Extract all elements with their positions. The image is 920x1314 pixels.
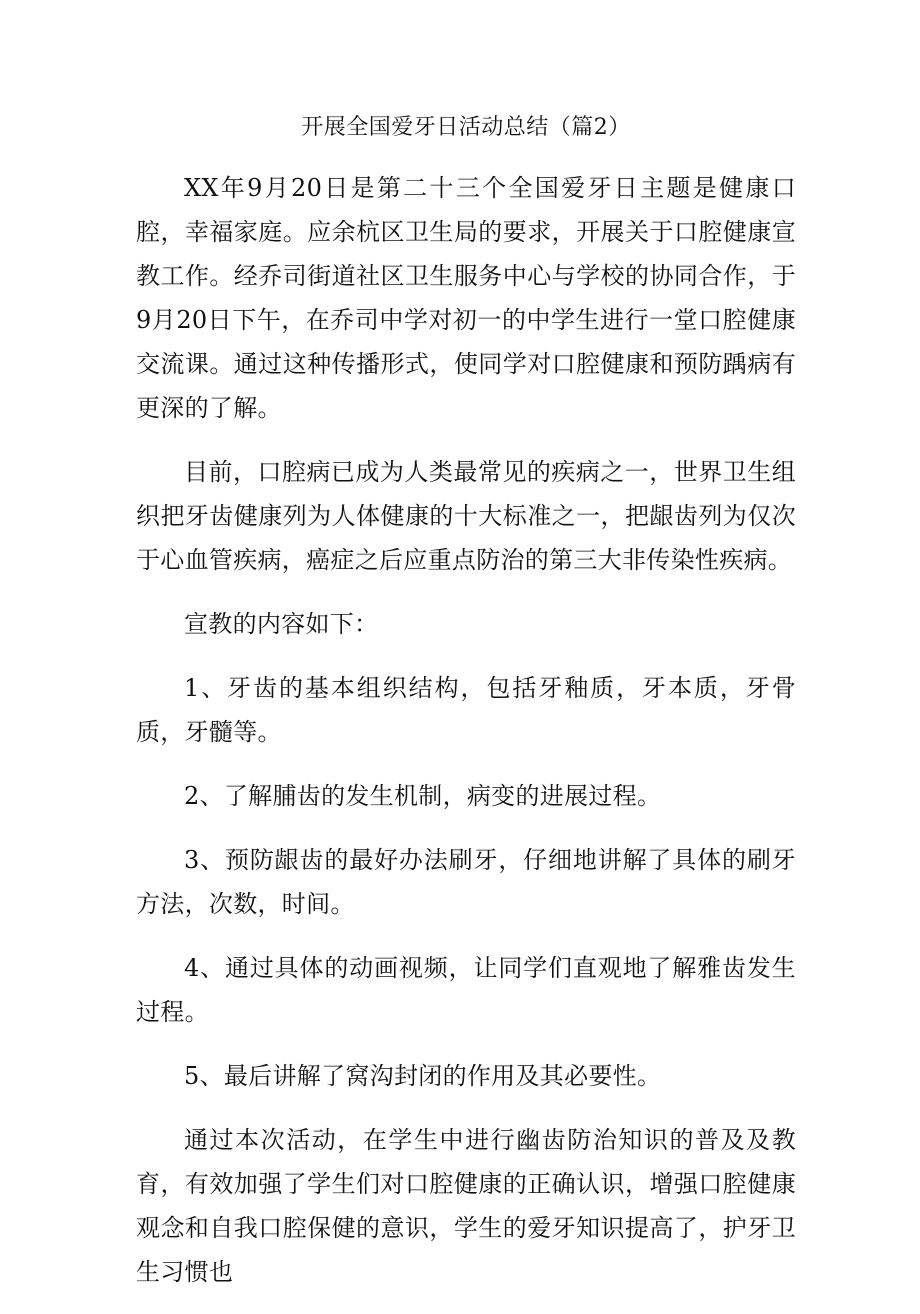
paragraph-content-heading: 宣教的内容如下： xyxy=(184,610,379,638)
list-item-3: 3、预防龈齿的最好办法刷牙，仔细地讲解了具体的刷牙方法，次数，时间。 xyxy=(136,846,796,918)
paragraph-background: 目前，口腔病已成为人类最常见的疾病之一，世界卫生组织把牙齿健康列为人体健康的十大标准之一，把龈齿列为仅次于心血管疾病，癌症之后应重点防治的第三大非传染性疾病。 xyxy=(136,458,796,574)
document-body xyxy=(136,112,796,1314)
paragraph-conclusion: 通过本次活动，在学生中进行幽齿防治知识的普及及教育，有效加强了学生们对口腔健康的正确认识，增强口腔健康观念和自我口腔保健的意识，学生的爱牙知识提高了，护牙卫生习惯也 xyxy=(136,1126,796,1286)
list-item-1: 1、牙齿的基本组织结构，包括牙釉质，牙本质，牙骨质，牙髓等。 xyxy=(136,674,796,746)
list-item-5: 5、最后讲解了窝沟封闭的作用及其必要性。 xyxy=(184,1062,662,1090)
paragraph-intro: XX年9月20日是第二十三个全国爱牙日主题是健康口腔，幸福家庭。应余杭区卫生局的要求，开展关于口腔健康宣教工作。经乔司街道社区卫生服务中心与学校的协同合作，于9月20日下午，在乔司中学对初一的中学生进行一堂口腔健康交流课。通过这种传播形式，使同学对口腔健康和预防踽病有更深的了解。 xyxy=(136,174,796,422)
list-item-4: 4、通过具体的动画视频，让同学们直观地了解雅齿发生过程。 xyxy=(136,954,796,1026)
list-item-2: 2、了解脯齿的发生机制，病变的进展过程。 xyxy=(184,782,662,810)
document-title: 开展全国爱牙日活动总结（篇2） xyxy=(301,115,631,140)
